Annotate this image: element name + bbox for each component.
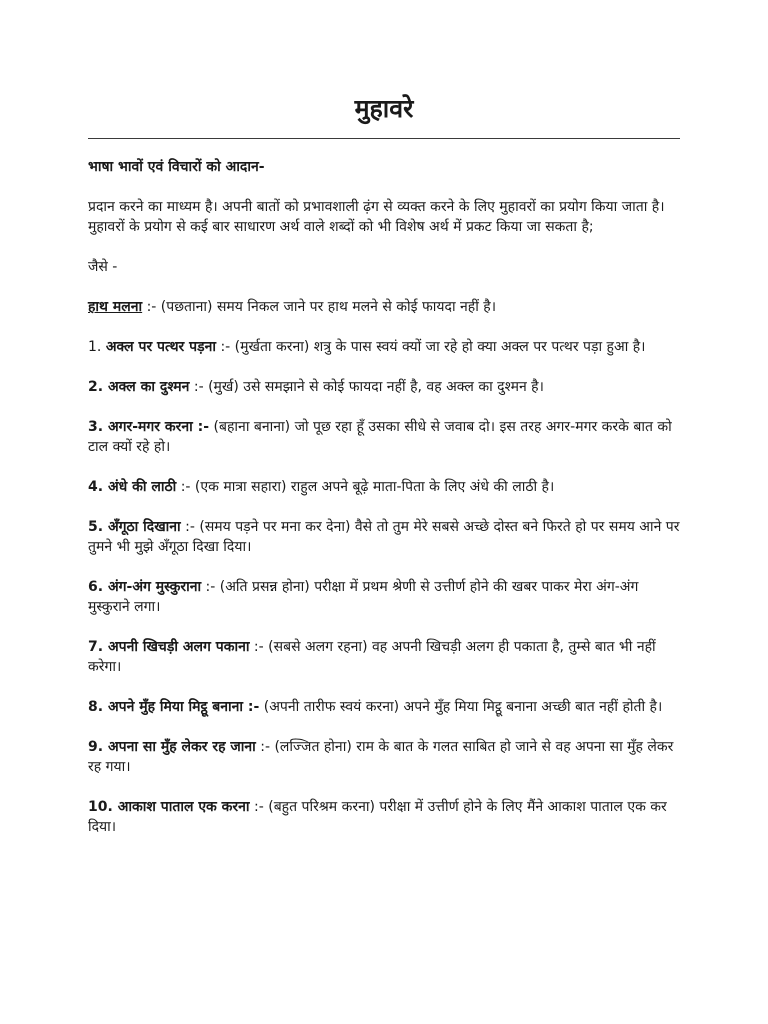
idiom-item-2 (88, 377, 680, 397)
idiom-term: अक्ल का दुश्मन (107, 379, 190, 395)
idiom-term: अगर-मगर करना :- (107, 419, 210, 435)
idiom-number: 8. (88, 699, 108, 715)
idiom-term: अंग-अंग मुस्कुराना (107, 579, 202, 595)
idiom-text: (समय पड़ने पर मना कर देना) वैसे तो तुम मेरे सबसे अच्छे दोस्त बने फिरते हो पर समय आने पर तुमने भी मुझे अँगूठा दिखा दिया। (88, 519, 680, 555)
idiom-term: अपने मुँह मिया मिट्ठू बनाना :- (107, 699, 260, 715)
idiom-separator: :- (249, 639, 264, 655)
idiom-number: 3. (88, 419, 108, 435)
idiom-item-7 (88, 637, 680, 677)
idiom-item-8 (88, 697, 680, 717)
idiom-separator: :- (255, 739, 271, 755)
idiom-item-6 (88, 577, 680, 617)
idiom-text: (लज्जित होना) राम के बात के गलत साबित हो जाने से वह अपना सा मुँह लेकर रह गया। (88, 739, 674, 775)
example-text: :- (पछताना) समय निकल जाने पर हाथ मलने से कोई फायदा नहीं है। (142, 299, 497, 315)
idiom-text: (अति प्रसन्न होना) परीक्षा में प्रथम श्रेणी से उत्तीर्ण होने की खबर पाकर मेरा अंग-अंग मुस्कुराने लगा। (88, 579, 639, 615)
idiom-number: 2. (88, 379, 108, 395)
page-title: मुहावरे (354, 94, 414, 123)
idiom-separator: :- (189, 379, 204, 395)
idiom-item-4 (88, 477, 680, 497)
idiom-text: (एक मात्रा सहारा) राहुल अपने बूढ़े माता-पिता के लिए अंधे की लाठी है। (190, 479, 555, 495)
idiom-text: (मुर्ख) उसे समझाने से कोई फायदा नहीं है, वह अक्ल का दुश्मन है। (203, 379, 544, 395)
idiom-number: 4. (88, 479, 108, 495)
idiom-separator: :- (176, 479, 191, 495)
idiom-text: (अपनी तारीफ स्वयं करना) अपने मुँह मिया मिट्ठू बनाना अच्छी बात नहीं होती है। (259, 699, 663, 715)
example-idiom (88, 297, 680, 317)
idiom-term: अंधे की लाठी (107, 479, 177, 495)
idiom-number: 10. (88, 799, 118, 815)
idiom-item-10 (88, 797, 680, 837)
idiom-separator: :- (249, 799, 264, 815)
title-divider (88, 138, 680, 139)
idiom-term: आकाश पाताल एक करना (117, 799, 250, 815)
idiom-term: अपनी खिचड़ी अलग पकाना (107, 639, 250, 655)
idiom-separator: :- (216, 339, 231, 355)
example-term: हाथ मलना (88, 299, 143, 315)
idiom-text: (बहुत परिश्रम करना) परीक्षा में उत्तीर्ण होने के लिए मैंने आकाश पाताल एक कर दिया। (88, 799, 667, 835)
idiom-term: अपना सा मुँह लेकर रह जाना (107, 739, 256, 755)
idiom-text: (मुर्खता करना) शत्रु के पास स्वयं क्यों जा रहे हो क्या अक्ल पर पत्थर पड़ा हुआ है। (230, 339, 646, 355)
idiom-number: 7. (88, 639, 108, 655)
idiom-item-5 (88, 517, 680, 557)
idiom-number: 1. (88, 339, 106, 355)
intro-paragraph: प्रदान करने का माध्यम है। अपनी बातों को प्रभावशाली ढ़ंग से व्यक्त करने के लिए मुहावरों का प्रयोग किया जाता है। मुहावरों के प्रयोग से कई बार साधारण अर्थ वाले शब्दों को भी विशेष अर्थ में प्रकट किया जा सकता है; (88, 199, 665, 235)
idiom-item-3 (88, 417, 680, 457)
idiom-separator: :- (180, 519, 195, 535)
document-page (88, 80, 680, 857)
idiom-term: अक्ल पर पत्थर पड़ना (105, 339, 216, 355)
idiom-number: 5. (88, 519, 108, 535)
idiom-separator: :- (201, 579, 216, 595)
idiom-number: 9. (88, 739, 108, 755)
idiom-item-9 (88, 737, 680, 777)
idiom-term: अँगूठा दिखाना (107, 519, 181, 535)
example-label: जैसे - (88, 259, 118, 275)
idiom-text: (सबसे अलग रहना) वह अपनी खिचड़ी अलग ही पकाता है, तुम्से बात भी नहीं करेगा। (88, 639, 656, 675)
idiom-number: 6. (88, 579, 108, 595)
idiom-text: (बहाना बनाना) जो पूछ रहा हूँ उसका सीधे से जवाब दो। इस तरह अगर-मगर करके बात को टाल क्यों रहे हो। (88, 419, 672, 455)
idiom-item-1 (88, 337, 680, 357)
intro-heading: भाषा भावों एवं विचारों को आदान- (88, 159, 265, 175)
